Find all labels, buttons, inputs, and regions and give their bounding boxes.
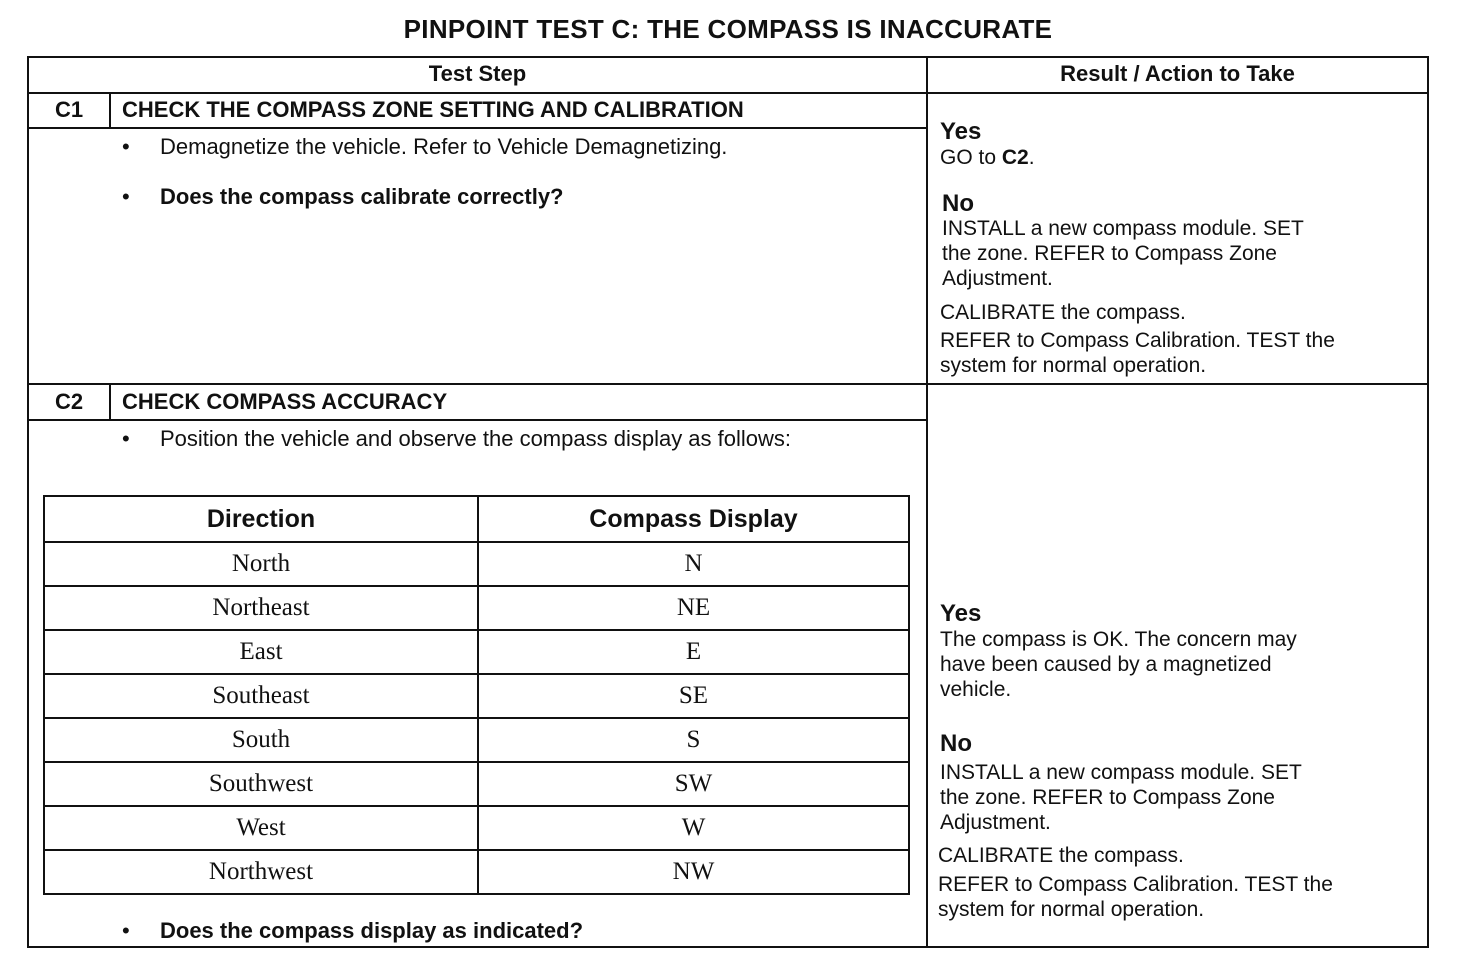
bullet-icon: •	[122, 426, 130, 451]
direction-cell: Northeast	[44, 586, 478, 630]
frame-top	[27, 56, 1429, 58]
column-header-compass-display: Compass Display	[478, 496, 909, 542]
step-title-c2: CHECK COMPASS ACCURACY	[122, 389, 448, 414]
step-id-c1: C1	[54, 97, 84, 122]
table-row	[44, 762, 909, 806]
bullet-text: Position the vehicle and observe the compass display as follows:	[160, 426, 792, 451]
header-test-step: Test Step	[428, 61, 527, 86]
display-cell: S	[478, 718, 909, 762]
c1-no-text-line-1: INSTALL a new compass module. SET	[942, 217, 1304, 240]
display-cell: SW	[478, 762, 909, 806]
bullet-text: Demagnetize the vehicle. Refer to Vehicle Demagnetizing.	[160, 134, 728, 159]
table-row	[44, 586, 909, 630]
table-row	[44, 806, 909, 850]
step-id-divider-c1	[109, 92, 111, 129]
c1-yes-text-post: .	[1028, 146, 1035, 169]
c1-yes-text	[940, 145, 1035, 170]
c1-yes-link-c2: C2	[1001, 146, 1029, 169]
frame-left	[27, 56, 29, 948]
table-row	[44, 718, 909, 762]
c1-refer-line-1: REFER to Compass Calibration. TEST the	[940, 329, 1335, 352]
header-divider	[27, 92, 1429, 94]
bullet-icon: •	[122, 134, 130, 159]
c2-refer-line-1: REFER to Compass Calibration. TEST the	[938, 873, 1333, 896]
section-divider	[27, 383, 1429, 385]
step-title-underline-c1	[27, 127, 927, 129]
c2-no-line-1: INSTALL a new compass module. SET	[940, 761, 1302, 784]
c1-calibrate-text: CALIBRATE the compass.	[940, 301, 1186, 324]
frame-right	[1427, 56, 1429, 948]
step-title-underline-c2	[27, 419, 927, 421]
direction-table	[43, 495, 910, 895]
display-cell: SE	[478, 674, 909, 718]
table-row	[44, 630, 909, 674]
table-row	[44, 674, 909, 718]
display-cell: N	[478, 542, 909, 586]
c1-no-text-line-3: Adjustment.	[942, 267, 1053, 290]
display-cell: W	[478, 806, 909, 850]
direction-cell: South	[44, 718, 478, 762]
table-header-row	[44, 496, 909, 542]
c2-no-line-3: Adjustment.	[940, 811, 1051, 834]
frame-bottom	[27, 946, 1429, 948]
step-id-divider-c2	[109, 383, 111, 421]
bullet-text: Does the compass display as indicated?	[160, 918, 584, 943]
direction-cell: East	[44, 630, 478, 674]
c2-yes-line-3: vehicle.	[940, 678, 1012, 701]
c1-yes-text-pre: GO to	[940, 146, 1002, 169]
display-cell: NW	[478, 850, 909, 894]
page-title: PINPOINT TEST C: THE COMPASS IS INACCURATE	[403, 14, 1053, 44]
display-cell: NE	[478, 586, 909, 630]
direction-cell: North	[44, 542, 478, 586]
header-result: Result / Action to Take	[1060, 61, 1295, 86]
column-divider	[926, 56, 928, 948]
step-title-c1: CHECK THE COMPASS ZONE SETTING AND CALIBRATION	[122, 97, 744, 122]
c2-no-line-2: the zone. REFER to Compass Zone	[940, 786, 1275, 809]
direction-cell: Northwest	[44, 850, 478, 894]
display-cell: E	[478, 630, 909, 674]
c2-no-label: No	[940, 730, 972, 757]
bullet-icon: •	[122, 918, 130, 943]
c1-refer-line-2: system for normal operation.	[940, 354, 1207, 377]
step-id-c2: C2	[54, 389, 84, 414]
c1-no-text-line-2: the zone. REFER to Compass Zone	[942, 242, 1277, 265]
column-header-direction: Direction	[44, 496, 478, 542]
table-row	[44, 850, 909, 894]
c2-yes-line-2: have been caused by a magnetized	[940, 653, 1272, 676]
c2-calibrate-text: CALIBRATE the compass.	[938, 844, 1184, 867]
table-row	[44, 542, 909, 586]
c1-yes-label: Yes	[940, 118, 982, 145]
c2-yes-label: Yes	[940, 600, 982, 627]
c2-refer-line-2: system for normal operation.	[938, 898, 1205, 921]
c2-yes-line-1: The compass is OK. The concern may	[940, 628, 1297, 651]
bullet-text: Does the compass calibrate correctly?	[160, 184, 564, 209]
bullet-icon: •	[122, 184, 130, 209]
c1-no-label: No	[942, 190, 974, 217]
direction-cell: Southeast	[44, 674, 478, 718]
direction-cell: West	[44, 806, 478, 850]
direction-cell: Southwest	[44, 762, 478, 806]
